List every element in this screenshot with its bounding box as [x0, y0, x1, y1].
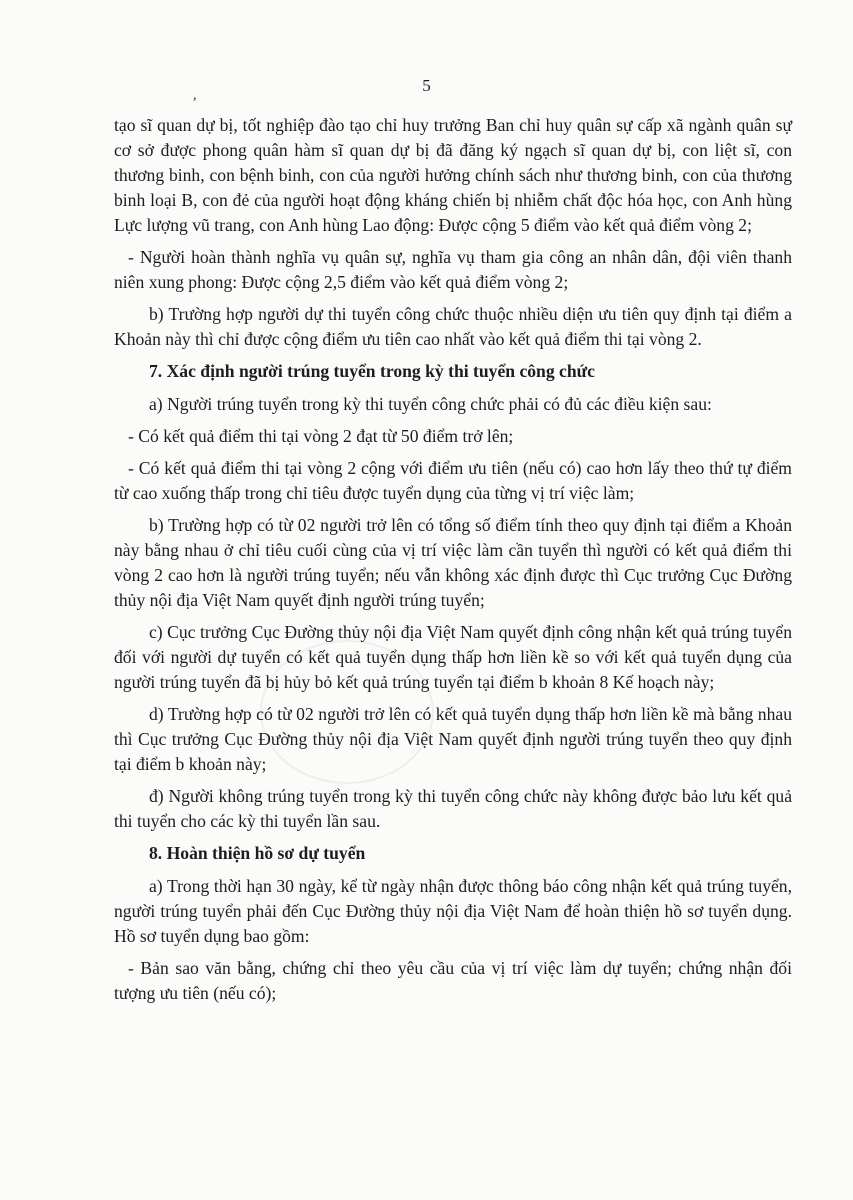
- section-7-paragraph: - Có kết quả điểm thi tại vòng 2 cộng với điểm ưu tiên (nếu có) cao hơn lấy theo thứ tự điểm từ cao xuống thấp trong chỉ tiêu được tuyển dụng của từng vị trí việc làm;: [114, 458, 792, 503]
- section-7-paragraph: đ) Người không trúng tuyển trong kỳ thi tuyển công chức này không được bảo lưu kết quả thi tuyển cho các kỳ thi tuyển lần sau.: [114, 786, 792, 831]
- section-7-paragraph: c) Cục trưởng Cục Đường thủy nội địa Việt Nam quyết định công nhận kết quả trúng tuyển đối với người dự tuyển có kết quả tuyển dụng thấp hơn liền kề so với kết quả tuyển dụng của người trúng tuyển đã bị hủy bỏ kết quả trúng tuyển tại điểm b khoản 8 Kế hoạch này;: [114, 622, 792, 692]
- section-7-paragraph: d) Trường hợp có từ 02 người trở lên có kết quả tuyển dụng thấp hơn liền kề mà bằng nhau thì Cục trưởng Cục Đường thủy nội địa Việt Nam quyết định người trúng tuyển theo quy định tại điểm b khoản này;: [114, 704, 792, 774]
- stray-mark: ,: [193, 88, 197, 103]
- section-7-paragraph: - Có kết quả điểm thi tại vòng 2 đạt từ 50 điểm trở lên;: [128, 426, 514, 446]
- section-8-paragraph: a) Trong thời hạn 30 ngày, kể từ ngày nhận được thông báo công nhận kết quả trúng tuyển, người trúng tuyển phải đến Cục Đường thủy nội địa Việt Nam để hoàn thiện hồ sơ tuyển dụng. Hồ sơ tuyển dụng bao gồm:: [114, 876, 792, 946]
- section-7-heading: 7. Xác định người trúng tuyển trong kỳ thi tuyển công chức: [149, 361, 595, 381]
- section-8-heading: 8. Hoàn thiện hồ sơ dự tuyển: [149, 843, 366, 863]
- page-number: 5: [422, 76, 431, 95]
- paragraph-b: b) Trường hợp người dự thi tuyển công chức thuộc nhiều diện ưu tiên quy định tại điểm a Khoản này thì chỉ được cộng điểm ưu tiên cao nhất vào kết quả điểm thi tại vòng 2.: [114, 304, 792, 349]
- section-7-paragraph: b) Trường hợp có từ 02 người trở lên có tổng số điểm tính theo quy định tại điểm a Khoản này bằng nhau ở chỉ tiêu cuối cùng của vị trí việc làm cần tuyển thì người có kết quả điểm thi vòng 2 cao hơn là người trúng tuyển; nếu vẫn không xác định được thì Cục trưởng Cục Đường thủy nội địa Việt Nam quyết định người trúng tuyển;: [114, 515, 792, 610]
- document-body: [114, 113, 792, 1013]
- section-7-paragraph: a) Người trúng tuyển trong kỳ thi tuyển công chức phải có đủ các điều kiện sau:: [149, 394, 712, 414]
- paragraph-continuation: tạo sĩ quan dự bị, tốt nghiệp đào tạo chỉ huy trưởng Ban chỉ huy quân sự cấp xã ngành quân sự cơ sở được phong quân hàm sĩ quan dự bị đã đăng ký ngạch sĩ quan dự bị, con liệt sĩ, con thương binh, con bệnh binh, con của người hưởng chính sách như thương binh, con của thương binh loại B, con đẻ của người hoạt động kháng chiến bị nhiễm chất độc hóa học, con Anh hùng Lực lượng vũ trang, con Anh hùng Lao động: Được cộng 5 điểm vào kết quả điểm vòng 2;: [114, 115, 792, 235]
- paragraph-bullet: - Người hoàn thành nghĩa vụ quân sự, nghĩa vụ tham gia công an nhân dân, đội viên thanh niên xung phong: Được cộng 2,5 điểm vào kết quả điểm vòng 2;: [114, 247, 792, 292]
- section-8-paragraph: - Bản sao văn bằng, chứng chỉ theo yêu cầu của vị trí việc làm dự tuyển; chứng nhận đối tượng ưu tiên (nếu có);: [114, 958, 792, 1003]
